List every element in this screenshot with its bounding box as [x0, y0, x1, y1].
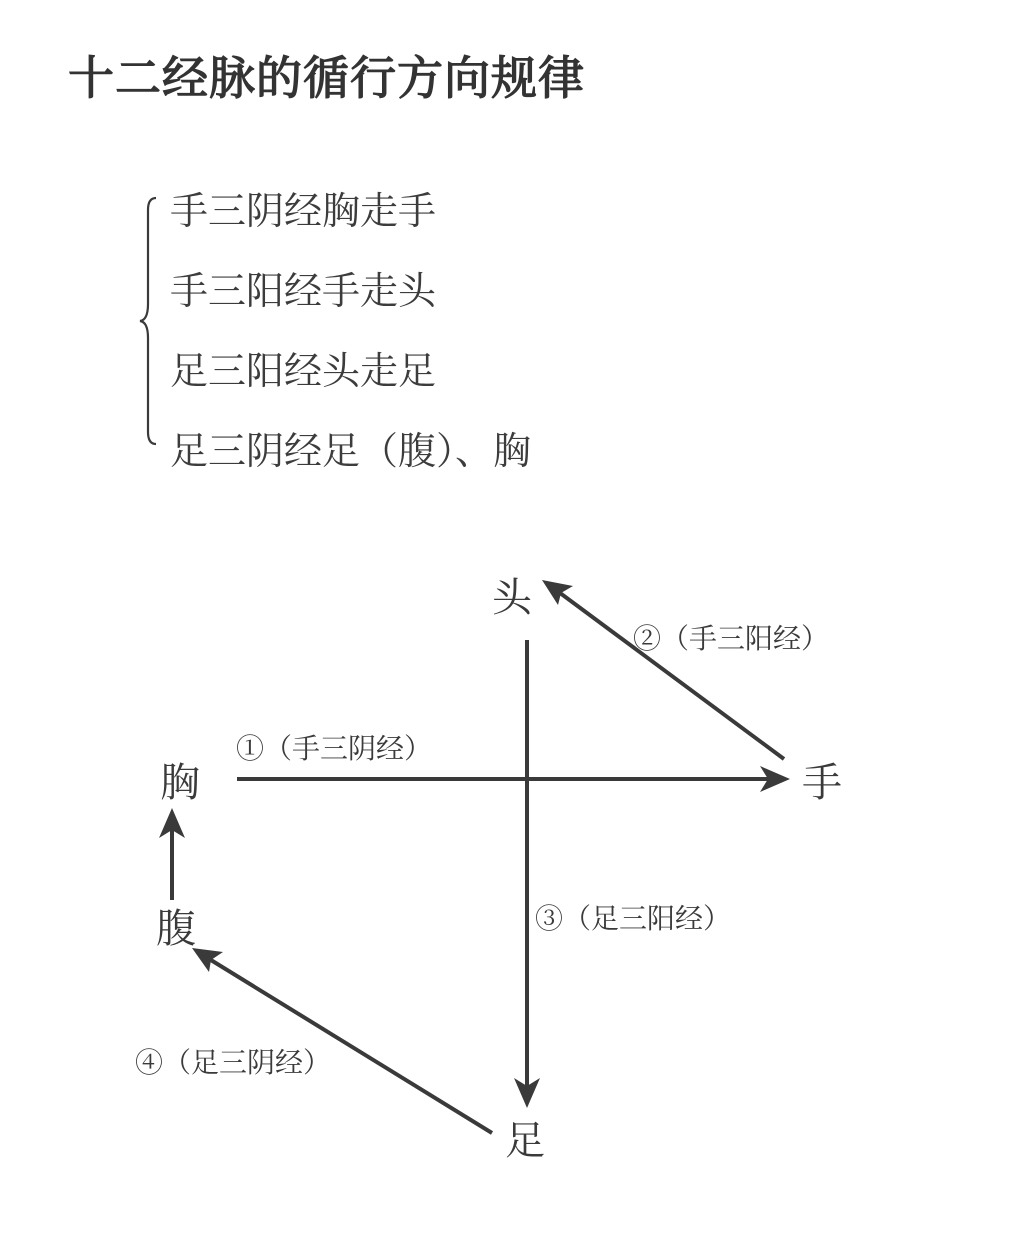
label-path-2: ②（手三阳经） — [633, 622, 830, 655]
node-hand: 手 — [802, 760, 842, 806]
page-title: 十二经脉的循行方向规律 — [68, 51, 585, 105]
label-path-1: ①（手三阴经） — [236, 732, 433, 765]
node-abdomen: 腹 — [156, 906, 196, 952]
label-path-3: ③（足三阳经） — [535, 902, 732, 935]
rule-line-3: 足三阳经头走足 — [170, 349, 437, 393]
label-path-4: ④（足三阴经） — [135, 1046, 332, 1079]
node-foot: 足 — [505, 1118, 545, 1164]
node-chest: 胸 — [160, 760, 200, 806]
arrowhead-abdomen — [192, 948, 223, 972]
rule-line-4: 足三阴经足（腹）、胸 — [170, 429, 532, 473]
arrow-hand-to-head — [556, 590, 784, 759]
arrow-foot-to-abdomen — [206, 957, 492, 1133]
rule-line-1: 手三阴经胸走手 — [170, 189, 437, 233]
node-head: 头 — [492, 575, 532, 621]
rule-line-2: 手三阳经手走头 — [170, 269, 437, 313]
